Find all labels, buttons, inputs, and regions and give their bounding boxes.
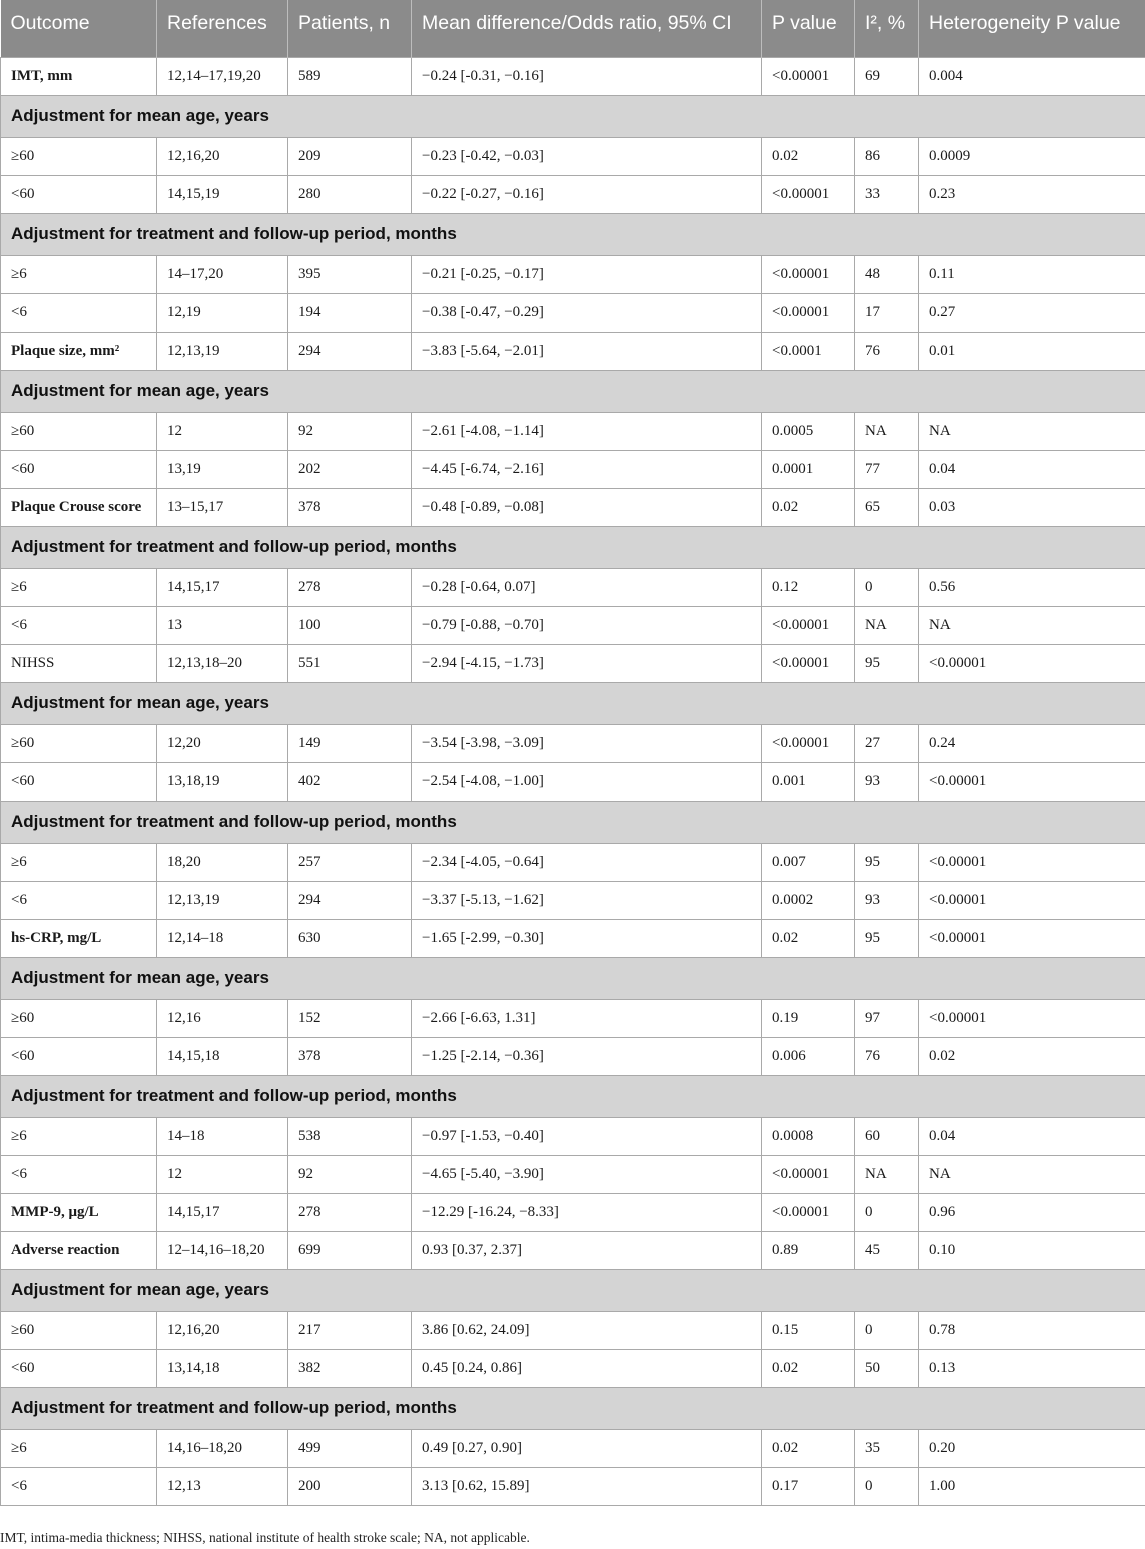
p-value-cell: <0.00001 [762, 644, 855, 682]
effect-size-cell: −3.54 [-3.98, −3.09] [412, 724, 762, 762]
section-header-row [1, 682, 1145, 724]
effect-size-cell: −2.61 [-4.08, −1.14] [412, 412, 762, 450]
subgroup-row [1, 255, 1145, 293]
heterogeneity-p-cell: 0.0009 [919, 137, 1145, 175]
references-cell: 14–18 [157, 1117, 288, 1155]
effect-size-cell: −0.23 [-0.42, −0.03] [412, 137, 762, 175]
table-body [1, 57, 1145, 1505]
heterogeneity-p-cell: <0.00001 [919, 762, 1145, 801]
references-cell: 12,13,19 [157, 332, 288, 370]
subgroup-row [1, 1311, 1145, 1349]
outcome-cell: Plaque Crouse score [1, 488, 157, 526]
patients-cell: 630 [288, 919, 412, 957]
references-cell: 12,13 [157, 1467, 288, 1505]
patients-cell: 280 [288, 175, 412, 213]
p-value-cell: <0.00001 [762, 293, 855, 332]
effect-size-cell: 0.93 [0.37, 2.37] [412, 1231, 762, 1269]
effect-size-cell: −4.65 [-5.40, −3.90] [412, 1155, 762, 1193]
outcome-row [1, 332, 1145, 370]
subgroup-row [1, 1429, 1145, 1467]
i-squared-cell: 0 [855, 568, 919, 606]
references-cell: 14,16–18,20 [157, 1429, 288, 1467]
section-header-row [1, 370, 1145, 412]
column-header-patients: Patients, n [288, 0, 412, 57]
i-squared-cell: 0 [855, 1311, 919, 1349]
subgroup-row [1, 762, 1145, 801]
heterogeneity-p-cell: 0.20 [919, 1429, 1145, 1467]
p-value-cell: <0.00001 [762, 175, 855, 213]
effect-size-cell: −2.54 [-4.08, −1.00] [412, 762, 762, 801]
outcome-cell: <6 [1, 606, 157, 644]
patients-cell: 194 [288, 293, 412, 332]
patients-cell: 378 [288, 488, 412, 526]
subgroup-row [1, 568, 1145, 606]
outcome-cell: ≥60 [1, 1311, 157, 1349]
effect-size-cell: −0.48 [-0.89, −0.08] [412, 488, 762, 526]
references-cell: 13,18,19 [157, 762, 288, 801]
outcome-cell: <6 [1, 293, 157, 332]
references-cell: 12 [157, 1155, 288, 1193]
outcome-cell: <60 [1, 1349, 157, 1387]
outcome-cell: Adverse reaction [1, 1231, 157, 1269]
subgroup-row [1, 606, 1145, 644]
effect-size-cell: −4.45 [-6.74, −2.16] [412, 450, 762, 488]
effect-size-cell: −0.21 [-0.25, −0.17] [412, 255, 762, 293]
column-header-heterogeneity-p: Heterogeneity P value [919, 0, 1145, 57]
section-label: Adjustment for treatment and follow-up period, months [1, 1387, 1145, 1429]
heterogeneity-p-cell: 0.004 [919, 57, 1145, 95]
p-value-cell: <0.00001 [762, 1193, 855, 1231]
references-cell: 14,15,17 [157, 1193, 288, 1231]
outcome-cell: ≥6 [1, 255, 157, 293]
patients-cell: 92 [288, 412, 412, 450]
patients-cell: 499 [288, 1429, 412, 1467]
p-value-cell: <0.00001 [762, 255, 855, 293]
subgroup-row [1, 293, 1145, 332]
section-header-row [1, 95, 1145, 137]
subgroup-row [1, 881, 1145, 919]
i-squared-cell: 50 [855, 1349, 919, 1387]
patients-cell: 294 [288, 881, 412, 919]
heterogeneity-p-cell: NA [919, 606, 1145, 644]
section-header-row [1, 526, 1145, 568]
header-row [1, 0, 1145, 57]
references-cell: 12,16,20 [157, 1311, 288, 1349]
column-header-effect-size: Mean difference/Odds ratio, 95% CI [412, 0, 762, 57]
effect-size-cell: −2.66 [-6.63, 1.31] [412, 999, 762, 1037]
patients-cell: 100 [288, 606, 412, 644]
references-cell: 12,13,19 [157, 881, 288, 919]
p-value-cell: <0.00001 [762, 57, 855, 95]
p-value-cell: 0.0005 [762, 412, 855, 450]
heterogeneity-p-cell: 0.04 [919, 1117, 1145, 1155]
patients-cell: 699 [288, 1231, 412, 1269]
p-value-cell: 0.19 [762, 999, 855, 1037]
effect-size-cell: −0.28 [-0.64, 0.07] [412, 568, 762, 606]
outcome-cell: hs-CRP, mg/L [1, 919, 157, 957]
heterogeneity-p-cell: 0.10 [919, 1231, 1145, 1269]
i-squared-cell: 17 [855, 293, 919, 332]
patients-cell: 378 [288, 1037, 412, 1075]
references-cell: 14,15,18 [157, 1037, 288, 1075]
outcome-cell: <6 [1, 881, 157, 919]
patients-cell: 200 [288, 1467, 412, 1505]
p-value-cell: 0.12 [762, 568, 855, 606]
section-label: Adjustment for mean age, years [1, 370, 1145, 412]
section-label: Adjustment for treatment and follow-up period, months [1, 213, 1145, 255]
subgroup-row [1, 175, 1145, 213]
outcome-cell: ≥60 [1, 724, 157, 762]
section-header-row [1, 1269, 1145, 1311]
patients-cell: 382 [288, 1349, 412, 1387]
heterogeneity-p-cell: 0.96 [919, 1193, 1145, 1231]
section-label: Adjustment for treatment and follow-up period, months [1, 1075, 1145, 1117]
p-value-cell: 0.02 [762, 919, 855, 957]
subgroup-row [1, 1467, 1145, 1505]
effect-size-cell: 0.49 [0.27, 0.90] [412, 1429, 762, 1467]
outcome-cell: MMP-9, μg/L [1, 1193, 157, 1231]
heterogeneity-p-cell: NA [919, 412, 1145, 450]
i-squared-cell: 45 [855, 1231, 919, 1269]
patients-cell: 209 [288, 137, 412, 175]
effect-size-cell: −0.38 [-0.47, −0.29] [412, 293, 762, 332]
outcome-row [1, 644, 1145, 682]
i-squared-cell: 86 [855, 137, 919, 175]
i-squared-cell: 69 [855, 57, 919, 95]
column-header-outcome: Outcome [1, 0, 157, 57]
effect-size-cell: −3.83 [-5.64, −2.01] [412, 332, 762, 370]
heterogeneity-p-cell: 0.78 [919, 1311, 1145, 1349]
subgroup-row [1, 412, 1145, 450]
section-header-row [1, 213, 1145, 255]
heterogeneity-p-cell: <0.00001 [919, 644, 1145, 682]
outcome-row [1, 1231, 1145, 1269]
p-value-cell: 0.0008 [762, 1117, 855, 1155]
references-cell: 12–14,16–18,20 [157, 1231, 288, 1269]
section-header-row [1, 801, 1145, 843]
heterogeneity-p-cell: 0.13 [919, 1349, 1145, 1387]
i-squared-cell: 93 [855, 762, 919, 801]
outcome-row [1, 919, 1145, 957]
effect-size-cell: −0.24 [-0.31, −0.16] [412, 57, 762, 95]
patients-cell: 92 [288, 1155, 412, 1193]
effect-size-cell: −2.34 [-4.05, −0.64] [412, 843, 762, 881]
outcome-cell: ≥6 [1, 568, 157, 606]
p-value-cell: <0.00001 [762, 606, 855, 644]
heterogeneity-p-cell: 0.04 [919, 450, 1145, 488]
p-value-cell: 0.89 [762, 1231, 855, 1269]
i-squared-cell: NA [855, 1155, 919, 1193]
references-cell: 12,16,20 [157, 137, 288, 175]
table-header [1, 0, 1145, 57]
effect-size-cell: −12.29 [-16.24, −8.33] [412, 1193, 762, 1231]
p-value-cell: <0.00001 [762, 724, 855, 762]
section-label: Adjustment for treatment and follow-up period, months [1, 526, 1145, 568]
heterogeneity-p-cell: <0.00001 [919, 843, 1145, 881]
p-value-cell: 0.0002 [762, 881, 855, 919]
subgroup-row [1, 724, 1145, 762]
section-label: Adjustment for mean age, years [1, 1269, 1145, 1311]
heterogeneity-p-cell: 0.23 [919, 175, 1145, 213]
p-value-cell: 0.02 [762, 137, 855, 175]
i-squared-cell: 65 [855, 488, 919, 526]
column-header-i-squared: I², % [855, 0, 919, 57]
effect-size-cell: 0.45 [0.24, 0.86] [412, 1349, 762, 1387]
i-squared-cell: 95 [855, 843, 919, 881]
outcome-cell: <6 [1, 1155, 157, 1193]
effect-size-cell: −1.25 [-2.14, −0.36] [412, 1037, 762, 1075]
effect-size-cell: −3.37 [-5.13, −1.62] [412, 881, 762, 919]
subgroup-row [1, 450, 1145, 488]
references-cell: 13–15,17 [157, 488, 288, 526]
p-value-cell: 0.006 [762, 1037, 855, 1075]
subgroup-row [1, 137, 1145, 175]
references-cell: 14–17,20 [157, 255, 288, 293]
column-header-p-value: P value [762, 0, 855, 57]
i-squared-cell: 95 [855, 919, 919, 957]
i-squared-cell: 97 [855, 999, 919, 1037]
outcome-row [1, 488, 1145, 526]
patients-cell: 402 [288, 762, 412, 801]
i-squared-cell: 35 [855, 1429, 919, 1467]
effect-size-cell: −0.22 [-0.27, −0.16] [412, 175, 762, 213]
patients-cell: 589 [288, 57, 412, 95]
section-header-row [1, 1075, 1145, 1117]
i-squared-cell: 77 [855, 450, 919, 488]
i-squared-cell: 33 [855, 175, 919, 213]
p-value-cell: 0.15 [762, 1311, 855, 1349]
references-cell: 12,16 [157, 999, 288, 1037]
heterogeneity-p-cell: 0.56 [919, 568, 1145, 606]
references-cell: 14,15,19 [157, 175, 288, 213]
outcome-cell: ≥60 [1, 137, 157, 175]
references-cell: 12 [157, 412, 288, 450]
p-value-cell: 0.007 [762, 843, 855, 881]
p-value-cell: <0.0001 [762, 332, 855, 370]
references-cell: 13 [157, 606, 288, 644]
heterogeneity-p-cell: <0.00001 [919, 881, 1145, 919]
heterogeneity-p-cell: NA [919, 1155, 1145, 1193]
patients-cell: 217 [288, 1311, 412, 1349]
subgroup-row [1, 1117, 1145, 1155]
references-cell: 12,14–17,19,20 [157, 57, 288, 95]
outcome-cell: ≥60 [1, 412, 157, 450]
section-label: Adjustment for mean age, years [1, 682, 1145, 724]
patients-cell: 294 [288, 332, 412, 370]
patients-cell: 278 [288, 568, 412, 606]
subgroup-row [1, 1037, 1145, 1075]
effect-size-cell: −0.79 [-0.88, −0.70] [412, 606, 762, 644]
i-squared-cell: 76 [855, 332, 919, 370]
references-cell: 12,19 [157, 293, 288, 332]
outcome-cell: <6 [1, 1467, 157, 1505]
i-squared-cell: 0 [855, 1467, 919, 1505]
outcome-cell: ≥60 [1, 999, 157, 1037]
subgroup-row [1, 843, 1145, 881]
patients-cell: 538 [288, 1117, 412, 1155]
outcome-cell: IMT, mm [1, 57, 157, 95]
outcome-cell: NIHSS [1, 644, 157, 682]
references-cell: 18,20 [157, 843, 288, 881]
references-cell: 14,15,17 [157, 568, 288, 606]
i-squared-cell: 93 [855, 881, 919, 919]
references-cell: 13,14,18 [157, 1349, 288, 1387]
effect-size-cell: 3.86 [0.62, 24.09] [412, 1311, 762, 1349]
references-cell: 12,20 [157, 724, 288, 762]
references-cell: 12,13,18–20 [157, 644, 288, 682]
i-squared-cell: NA [855, 412, 919, 450]
outcome-cell: ≥6 [1, 1429, 157, 1467]
section-label: Adjustment for treatment and follow-up period, months [1, 801, 1145, 843]
outcome-cell: <60 [1, 1037, 157, 1075]
heterogeneity-p-cell: <0.00001 [919, 999, 1145, 1037]
section-label: Adjustment for mean age, years [1, 957, 1145, 999]
outcome-cell: <60 [1, 450, 157, 488]
p-value-cell: 0.02 [762, 1349, 855, 1387]
patients-cell: 202 [288, 450, 412, 488]
p-value-cell: 0.02 [762, 488, 855, 526]
section-header-row [1, 1387, 1145, 1429]
effect-size-cell: −1.65 [-2.99, −0.30] [412, 919, 762, 957]
effect-size-cell: −2.94 [-4.15, −1.73] [412, 644, 762, 682]
outcome-row [1, 1193, 1145, 1231]
p-value-cell: <0.00001 [762, 1155, 855, 1193]
patients-cell: 395 [288, 255, 412, 293]
i-squared-cell: 48 [855, 255, 919, 293]
i-squared-cell: 60 [855, 1117, 919, 1155]
effect-size-cell: −0.97 [-1.53, −0.40] [412, 1117, 762, 1155]
subgroup-row [1, 999, 1145, 1037]
patients-cell: 149 [288, 724, 412, 762]
i-squared-cell: NA [855, 606, 919, 644]
heterogeneity-p-cell: <0.00001 [919, 919, 1145, 957]
i-squared-cell: 95 [855, 644, 919, 682]
column-header-references: References [157, 0, 288, 57]
p-value-cell: 0.02 [762, 1429, 855, 1467]
heterogeneity-p-cell: 0.24 [919, 724, 1145, 762]
patients-cell: 278 [288, 1193, 412, 1231]
heterogeneity-p-cell: 0.03 [919, 488, 1145, 526]
effect-size-cell: 3.13 [0.62, 15.89] [412, 1467, 762, 1505]
heterogeneity-p-cell: 0.01 [919, 332, 1145, 370]
p-value-cell: 0.001 [762, 762, 855, 801]
outcome-cell: ≥6 [1, 843, 157, 881]
p-value-cell: 0.17 [762, 1467, 855, 1505]
i-squared-cell: 0 [855, 1193, 919, 1231]
subgroup-row [1, 1349, 1145, 1387]
outcome-cell: ≥6 [1, 1117, 157, 1155]
section-header-row [1, 957, 1145, 999]
subgroup-row [1, 1155, 1145, 1193]
heterogeneity-p-cell: 1.00 [919, 1467, 1145, 1505]
outcome-cell: <60 [1, 762, 157, 801]
heterogeneity-p-cell: 0.27 [919, 293, 1145, 332]
references-cell: 12,14–18 [157, 919, 288, 957]
heterogeneity-p-cell: 0.02 [919, 1037, 1145, 1075]
outcome-row [1, 57, 1145, 95]
heterogeneity-p-cell: 0.11 [919, 255, 1145, 293]
outcome-cell: <60 [1, 175, 157, 213]
i-squared-cell: 76 [855, 1037, 919, 1075]
outcome-cell: Plaque size, mm² [1, 332, 157, 370]
patients-cell: 257 [288, 843, 412, 881]
references-cell: 13,19 [157, 450, 288, 488]
patients-cell: 551 [288, 644, 412, 682]
p-value-cell: 0.0001 [762, 450, 855, 488]
i-squared-cell: 27 [855, 724, 919, 762]
table-footnote: IMT, intima-media thickness; NIHSS, national institute of health stroke scale; NA, not applicable. [0, 1530, 530, 1545]
section-label: Adjustment for mean age, years [1, 95, 1145, 137]
patients-cell: 152 [288, 999, 412, 1037]
